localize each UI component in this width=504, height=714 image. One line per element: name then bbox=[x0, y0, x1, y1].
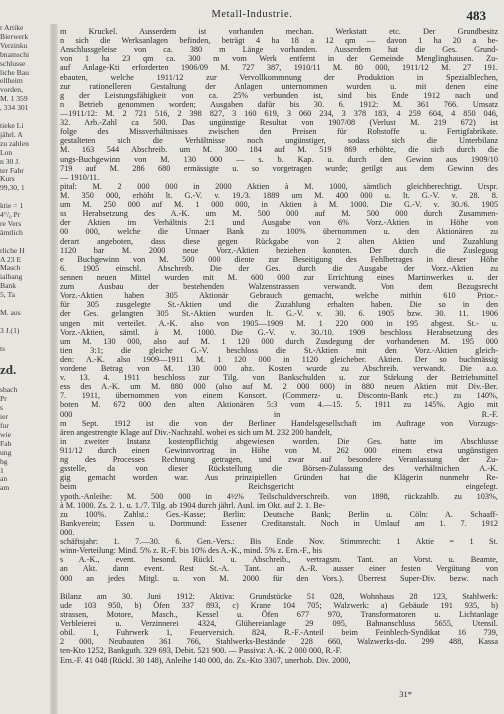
left-fragment-line: M. aus bbox=[0, 309, 21, 317]
text-line: tien 3:1; die gleiche G.-V. beschloss die St.-Aktien mit den Vorz.-Aktien gleich- bbox=[60, 345, 498, 355]
left-fragment-line bbox=[0, 238, 50, 247]
left-fragment-line: rliche H bbox=[0, 246, 25, 255]
text-line: 000 in R.-F. bbox=[60, 409, 498, 419]
text-line: ären angestrengte Klage auf Div.-Nachzahl. wobei es sich um M. 232 200 handelt, bbox=[60, 427, 333, 437]
left-fragment-line: tieke Li bbox=[0, 121, 24, 130]
left-fragment-line: 1 bbox=[0, 466, 4, 475]
text-line: 719 auf M. 286 680 ermässigte u. so vorgetragen wurde; getilgt aus dem Gewinn des bbox=[60, 163, 498, 173]
left-fragment-line: A 23 E bbox=[0, 255, 22, 264]
text-line: Ern.-F. 41 048 (Rückl. 30 148), Anleihe 140 000, do. Zs.-Kto 3307, unerhob. Div. 2000, bbox=[60, 655, 351, 665]
text-line: ten-Kto 1252, Bankguth. 329 693, Debit. 521 900. — Passiva: A.-K. 2 000 000, R.-F. bbox=[60, 646, 342, 656]
text-line: n Betrieb genommen worden; Ausgaben dafür bis 30. 6. 1912: M. 361 766. Umsatz bbox=[60, 99, 498, 109]
left-fragment-line: s bbox=[0, 404, 3, 413]
text-line: n sich die Werksanlagen befinden, beträgt 4 ha 18 a 12 qm — davon 1 ha 20 a be- bbox=[60, 36, 498, 46]
text-line: 1120 bar M. 2000 neue Vorz.-Aktien beziehen konnten. Der durch die Zusleguug bbox=[60, 245, 498, 255]
text-line: Verbleierei u. Verzinnerei 4324, Glühereianlage 29 095, Bahnanschluss 5655, Utensil. bbox=[60, 619, 498, 629]
left-fragment-line: ts bbox=[0, 344, 6, 353]
left-fragment-line: Masch bbox=[0, 264, 21, 273]
text-line: beim Reichsgericht eingelegt. bbox=[60, 482, 498, 492]
text-line: der Aktien im Verhältnis 2:1 und Ausgabe von 6% Vorz.-Aktien in Höhe von bbox=[60, 218, 498, 228]
text-line: winn-Verteilung: Mind. 5% z. R.-F. bis 10% des A.-K., mind. 5% z. Ern.-F., bis bbox=[60, 546, 322, 556]
page-number: 483 bbox=[466, 8, 486, 23]
text-line: M. 350 000, erhöht lt. G.-V. v. 19./3. 1889 um M. 400 000 u. lt. G.-V. v. 28. 8. bbox=[60, 190, 498, 200]
left-fragment-line: Bank bbox=[0, 282, 17, 291]
text-line: —1911/12: M. 2 721 516, 2 398 827, 3 160 619, 3 060 234, 3 378 183, 4 259 604, 4 850 046, bbox=[60, 108, 498, 118]
text-line: boten M. 672 000 den alten Aktionären 5:3 vom 4.—15. 5. 1911 zu 145%. Agio mit bbox=[60, 400, 498, 410]
left-fragment-line: ellheim bbox=[0, 77, 23, 86]
text-line: zu 100%. Zahlst.: Ges.-Kasse; Berlin: Deutsche Bank; Berlin u. Cöln: A. Schaaff- bbox=[60, 509, 498, 519]
text-line: an Akt. dann event. Rest St.-A. Tant. an A.-R. ausser einer festen Vergütung von bbox=[60, 564, 498, 574]
left-fragment-line: zu zahlen bbox=[0, 139, 29, 148]
text-line: von 1 ha 23 qm ca. 300 m vom Werk entfernt in der Gemeinde Menglinghausen. Zu- bbox=[60, 54, 498, 64]
text-line: m Sept. 1912 ist die von der Berliner Handelsgesellschaft im Auftrage von Vorzugs- bbox=[60, 418, 498, 428]
text-line: ypoth.-Anleihe: M. 500 000 in 4½% Teilschuldverschreib. von 1898, rückzahlb. zu 103%, bbox=[60, 491, 498, 501]
page-header bbox=[0, 8, 504, 24]
text-line: M. 163 544 Abschreib. um M. 300 184 auf M. 519 869 erhöhte, die sich durch die bbox=[60, 145, 498, 155]
left-fragment-line: sbach bbox=[0, 386, 18, 395]
text-line: Bilanz am 30. Juni 1912: Aktiva: Grundstücke 51 028, Wohnhaus 28 123, Stahlwerk: bbox=[60, 591, 498, 601]
left-fragment-line: Kurs bbox=[0, 175, 15, 184]
text-line: 00 000, welche die Unnaer Bank zu 100% übernommen u. den Aktionären zu bbox=[60, 227, 498, 237]
text-line: ude 103 950, b) Öfen 337 893, c) Krane 104 705; Walzwerk: a) Gebäude 191 935, b) bbox=[60, 600, 498, 610]
left-fragment-line: bnamschi bbox=[0, 50, 30, 59]
text-line: Vorz.-Aktien, sämtl. à M. 1000. Die G.-V. v. 30./10. 1909 beschloss Herabsetzung des bbox=[60, 327, 498, 337]
text-line: für 305 zusgelegte St.-Aktien und die Zuzahlung erhalten haben. Die so in den bbox=[60, 300, 498, 310]
left-page-fragment bbox=[0, 24, 50, 624]
text-line: ng des Processes Rechnung getragen, und zwar auf besondere Veranlassung der Zu- bbox=[60, 455, 498, 465]
text-line: v. 13. 4. 1911 beschloss zur Tilg. von Bankschulden u. zur Stärkung der Betriebsmittel bbox=[60, 373, 498, 383]
text-line: ungen mit verteilet. A.-K. also von 1905—1909 M. 1 220 000 in 195 abgest. St.- u. bbox=[60, 318, 498, 328]
left-fragment-line: Verzinku bbox=[0, 41, 28, 50]
text-line: pital: M. 2 000 000 in 2000 Aktien à M. 1000, sämtlich gleichberechtigt. Urspr. bbox=[60, 181, 498, 191]
text-line: der Ges. gelangten 305 St.-Aktien wurden lt. G.-V. v. 30. 6. 1905 bzw. 30. 11. 1906 bbox=[60, 309, 498, 319]
running-title: Metall-Industrie. bbox=[211, 9, 293, 20]
left-fragment-line bbox=[0, 318, 50, 327]
text-line: 2 000, Neubauten 361 766, Stahlwerks-Bestände 228 660, Walzwerks-do. 299 488, Kassa bbox=[60, 637, 498, 647]
left-fragment-line: bg bbox=[0, 457, 8, 466]
text-line: 000 an jedes Mitgl. u. von M. 2000 für den Vors.). Überrest Super-Div. bezw. nach bbox=[60, 573, 498, 583]
left-fragment-line: wie bbox=[0, 430, 11, 439]
left-fragment-line: liche Bau bbox=[0, 68, 29, 77]
left-fragment-line bbox=[0, 300, 50, 309]
left-fragment-line: ier bbox=[0, 413, 9, 422]
left-fragment-line: 99,30, 1 bbox=[0, 184, 25, 193]
text-line: ebauten, welche 1911/12 zur Vervollkommnung der Produktion in Spezialblechen, bbox=[60, 72, 498, 82]
text-line: m Kruckel. Ausserdem ist vorhanden mechan. Werkstatt etc. Der Grundbesitz bbox=[60, 27, 498, 36]
text-line: 911/12 durch einen Gewinnvortrag in Höhe von M. 262 000 einem etwa ungünstigen bbox=[60, 446, 498, 456]
left-fragment-line: 3 J.(1) bbox=[0, 326, 20, 335]
text-line: um M. 130 000, also auf M. 1 120 000 durch Zusdegung der vorhandenen M. 195 000 bbox=[60, 336, 498, 346]
left-fragment-line bbox=[0, 113, 50, 122]
text-line: g der Leistungsfähigkeit von ca. 25% verbunden ist, sind bis Ende 1912 nach und bbox=[60, 90, 498, 100]
text-line: obil. 1, Fuhrwerk 1, Feuerversich. 824, R.-F.-Anteil beim Feinblech-Syndikat 16 739, bbox=[60, 628, 498, 638]
text-line: zum Ausbau der bestehenden Walzenstrassen verwandt. Von dem Bezugsrecht bbox=[60, 282, 498, 292]
text-line: 32. Arb.-Zahl ca 500. Das ungünstige Resultat von 1907/08 (Verlust M. 219 672) ist bbox=[60, 118, 498, 128]
main-text-column bbox=[60, 27, 498, 699]
left-fragment-line: ktie = 1 bbox=[0, 202, 24, 211]
left-fragment-line: Pr bbox=[0, 395, 7, 404]
left-fragment-line: M. 1 359 bbox=[0, 95, 28, 104]
text-line: gsstelle, da von dieser Rückstellung die Börsen-Zulassung des verhältnichen A.-K. bbox=[60, 464, 498, 474]
text-line: Vorz.-Aktien haben 305 Aktionär Gebrauch gemacht, welche mithin 610 Prior.- bbox=[60, 291, 498, 301]
text-line bbox=[60, 583, 498, 592]
text-line: ess des A.-K. um M. 880 000 (also auf M. 2 000 000) in 880 neuen Aktien mit Div.-Ber. bbox=[60, 382, 498, 392]
sheet-signature: 31* bbox=[399, 689, 412, 699]
left-fragment-line: re Vers bbox=[0, 219, 22, 228]
left-fragment-line bbox=[0, 193, 50, 202]
text-line: 6. 1905 einschl. Abschreib. Die der Ges. durch die Ausgabe der Vorz.-Aktien zu bbox=[60, 263, 498, 273]
left-fragment-line: vorden, bbox=[0, 86, 23, 95]
text-line: um M. 250 000 auf M. 1 000 000, in Aktien à M. 1000. Die G.-V. v. 30./6. 1905 bbox=[60, 200, 498, 210]
left-fragment-line: fur bbox=[0, 421, 9, 430]
left-fragment-line: ung bbox=[0, 448, 12, 457]
text-line: strassen, Motore, Masch., Kessel u. Öfen 677 970, Transformatoren u. Lichtanlage bbox=[60, 610, 498, 619]
left-fragment-line: Lon bbox=[0, 148, 13, 157]
text-line: 7. 1911, übernommen von einem Konsort. (Commerz- u. Disconto-Bank etc.) zu 140%, bbox=[60, 391, 498, 401]
left-fragment-line: ämtlich bbox=[0, 228, 23, 237]
left-fragment-line bbox=[0, 336, 50, 345]
text-line: in zweiter Instanz kostenpflichtig abgewiesen worden. Die Ges. hatte im Abschlusse bbox=[60, 436, 498, 446]
left-fragment-line: zd. bbox=[0, 362, 17, 378]
left-fragment-line: schlusse bbox=[0, 59, 26, 68]
text-line: vordene Betrag von M. 130 000 abz. Kosten wurde zu Abschreib. verwandt. Die a.o. bbox=[60, 364, 498, 374]
text-line: gig gemacht worden war. Aus prinzipiellen Gründen hat die Klägerin nunmehr Re- bbox=[60, 473, 498, 483]
text-line: s A.-K., event. besond. Rückl. u. Abschreib., vertragsm. Tant. an Vorst. u. Beamte, bbox=[60, 555, 498, 565]
left-fragment-line: ialbang bbox=[0, 273, 23, 282]
left-fragment-line: 4°/₀ Pr bbox=[0, 211, 21, 220]
left-fragment-line: ter Fabr bbox=[0, 166, 24, 175]
text-line: den: A.-K. also 1909—1911 M. 1 120 000 in 1120 gleicheber. Aktien. Der so buchmässig bbox=[60, 354, 498, 364]
text-line: sennen neuen Mittel wurden mit M. 600 000 zur Errichtung eines Martinwerkes u. der bbox=[60, 272, 498, 282]
text-line: auf Anlage-Kti erforderten 1906/09 M. 727 387, 1910/11 M. 80 000, 1911/12 M. 27 191. bbox=[60, 63, 498, 73]
book-gutter bbox=[50, 24, 58, 714]
text-line: Anschlussgeleise von ca. 380 m Länge vorhanden. Ausserdem hat die Ges. Grund- bbox=[60, 45, 498, 55]
left-fragment-line: r Artike bbox=[0, 24, 24, 32]
left-fragment-line: Bierwerk bbox=[0, 32, 29, 41]
left-fragment-line: jährl. A bbox=[0, 130, 23, 139]
text-line: gestalteten sich die Verhältnisse noch ungünstiger, sodass sich die Unterbilanz bbox=[60, 136, 498, 146]
text-line: ss Herabsetzung des A.-K. um M. 500 000 auf M. 500 000 durch Zusammen- bbox=[60, 209, 498, 219]
text-line: à M. 1000. Zs. 2. 1. u. 1./7. Tilg. ab 1904 durch jährl. Ausl. im Okt. auf 2. 1. Be- bbox=[60, 500, 326, 510]
left-fragment-line: am bbox=[0, 484, 10, 493]
left-fragment-line: , 334 301 bbox=[0, 104, 29, 113]
text-line: 000. bbox=[60, 528, 75, 538]
text-line: derart angeboten, dass diese gegen Rückgabe von 2 alten Aktien und Zuzahlung bbox=[60, 236, 498, 246]
text-line: folge des Missverhältnisses zwischen den Preisen für Rohstoffe u. Fertigfabrikate. bbox=[60, 127, 498, 137]
left-fragment-line: n 30 J. bbox=[0, 157, 21, 166]
text-line: Bankverein; Essen u. Dortmund: Essener Creditanstalt. Noch in Umlauf am 1. 7. 1912 bbox=[60, 518, 498, 528]
left-fragment-line: Fab bbox=[0, 439, 12, 448]
text-line: — 1910/11. bbox=[60, 172, 100, 182]
text-line: zur rationelleren Gestaltung der Anlagen unternommen wurden u. mit denen eine bbox=[60, 81, 498, 91]
left-fragment-line bbox=[0, 354, 50, 363]
left-fragment-line: an bbox=[0, 475, 8, 484]
text-line: ungs-Buchgewinn von M. 130 000 — s. b. Kap. u. durch den Gewinn aus 1909/10 bbox=[60, 154, 498, 164]
left-fragment-line: 5, Ta bbox=[0, 291, 15, 300]
left-fragment-line bbox=[0, 377, 50, 386]
text-line: schäftsjahr: 1. 7.—30. 6. Gen.-Vers.: Bis Ende Nov. Stimmrecht: 1 Aktie = 1 St. bbox=[60, 537, 498, 547]
text-line: e Buchgewinn von M. 500 000 diente zur Beseitigung des Fehlbetrages in dieser Höhe bbox=[60, 254, 498, 264]
